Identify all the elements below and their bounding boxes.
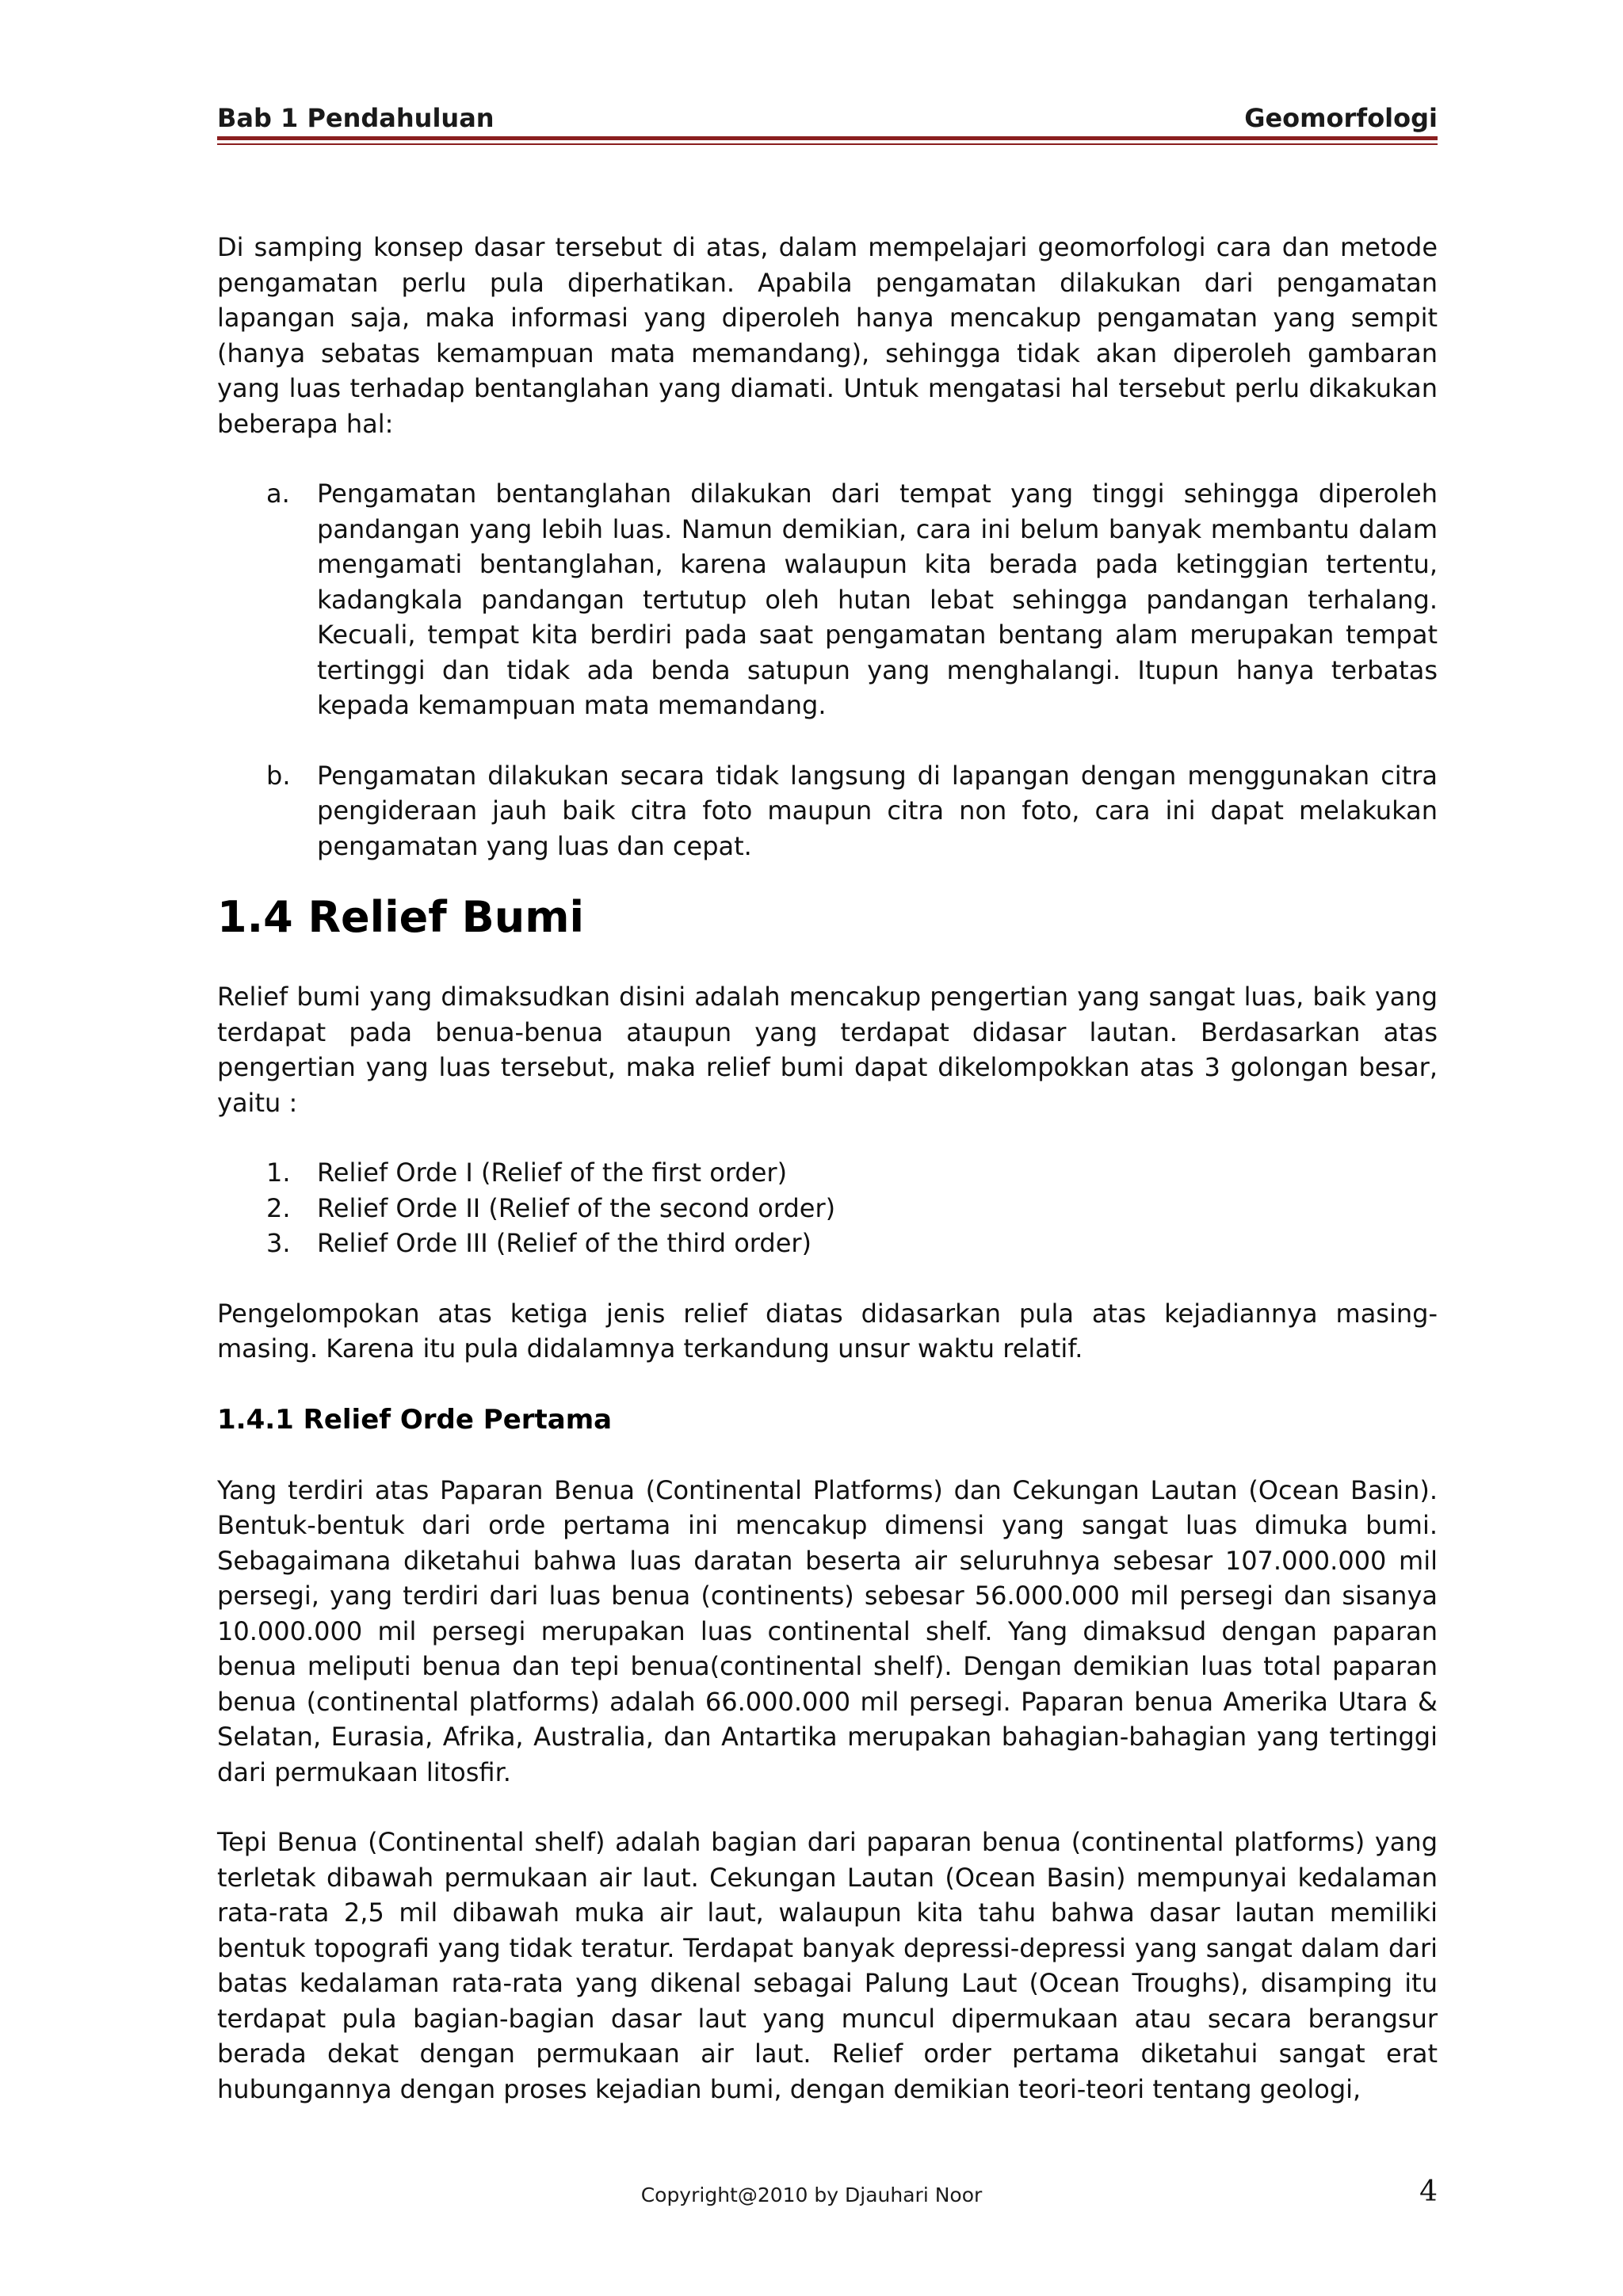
list-marker: 2. [266,1192,291,1223]
relief-bumi-paragraph: Relief bumi yang dimaksudkan disini adalah mencakup pengertian yang sangat luas, baik yang terdapat pada benua-benua ataupun yang terdapat didasar lautan. Berdasarkan atas pengertian yang luas tersebut, maka relief bumi dapat dikelompokkan atas 3 golongan besar, yaitu : [217,982,1438,1118]
section-heading-relief-bumi: 1.4 Relief Bumi [217,892,584,942]
subsection-heading-relief-orde-pertama: 1.4.1 Relief Orde Pertama [217,1403,613,1436]
first-order-paragraph: Yang terdiri atas Paparan Benua (Continental Platforms) dan Cekungan Lautan (Ocean Basin). Bentuk-bentuk dari orde pertama ini mencakup dimensi yang sangat luas dimuka bumi. Sebagaimana diketahui bahwa luas daratan beserta air seluruhnya sebesar 107.000.000 mil persegi, yang terdiri dari luas benua (continents) sebesar 56.000.000 mil persegi dan sisanya 10.000.000 mil persegi merupakan luas continental shelf. Yang dimaksud dengan paparan benua meliputi benua dan tepi benua(continental shelf). Dengan demikian luas total paparan benua (continental platforms) adalah 66.000.000 mil persegi. Paparan benua Amerika Utara & Selatan, Eurasia, Afrika, Australia, dan Antartika merupakan bahagian-bahagian yang tertinggi dari permukaan litosfir. [217,1474,1438,1787]
list-marker: b. [266,760,291,791]
page-number: 4 [1419,2176,1438,2208]
list-item-text: Relief Orde II (Relief of the second order) [317,1192,836,1223]
header-rule [217,136,1438,140]
list-item-text: Pengamatan dilakukan secara tidak langsung di lapangan dengan menggunakan citra pengideraan jauh baik citra foto maupun citra non foto, cara ini dapat melakukan pengamatan yang luas dan cepat. [317,760,1438,861]
list-item-text: Relief Orde III (Relief of the third order) [317,1228,812,1258]
intro-paragraph: Di samping konsep dasar tersebut di atas, dalam mempelajari geomorfologi cara dan metode pengamatan perlu pula diperhatikan. Apabila pengamatan dilakukan dari pengamatan lapangan saja, maka informasi yang diperoleh hanya mencakup pengamatan yang sempit (hanya sebatas kemampuan mata memandang), sehingga tidak akan diperoleh gambaran yang luas terhadap bentanglahan yang diamati. Untuk mengatasi hal tersebut perlu dikakukan beberapa hal: [217,232,1438,439]
continental-shelf-paragraph: Tepi Benua (Continental shelf) adalah bagian dari paparan benua (continental platforms) yang terletak dibawah permukaan air laut. Cekungan Lautan (Ocean Basin) mempunyai kedalaman rata-rata 2,5 mil dibawah muka air laut, walaupun kita tahu bahwa dasar lautan memiliki bentuk topografi yang tidak teratur. Terdapat banyak depressi-depressi yang sangat dalam dari batas kedalaman rata-rata yang dikenal sebagai Palung Laut (Ocean Troughs), disamping itu terdapat pula bagian-bagian dasar laut yang muncul dipermukaan atau secara berangsur berada dekat dengan permukaan air laut. Relief order pertama diketahui sangat erat hubungannya dengan proses kejadian bumi, dengan demikian teori-teori tentang geologi, [217,1827,1438,2104]
list-item-text: Pengamatan bentanglahan dilakukan dari tempat yang tinggi sehingga diperoleh pandangan yang lebih luas. Namun demikian, cara ini belum banyak membantu dalam mengamati bentanglahan, karena walaupun kita berada pada ketinggian tertentu, kadangkala pandangan tertutup oleh hutan lebat sehingga pandangan terhalang. Kecuali, tempat kita berdiri pada saat pengamatan bentang alam merupakan tempat tertinggi dan tidak ada benda satupun yang menghalangi. Itupun hanya terbatas kepada kemampuan mata memandang. [317,479,1438,720]
list-item [217,758,1438,864]
relief-orders-list [217,1155,1438,1261]
grouping-paragraph: Pengelompokan atas ketiga jenis relief diatas didasarkan pula atas kejadiannya masing-masing. Karena itu pula didalamnya terkandung unsur waktu relatif. [217,1298,1438,1363]
list-item [217,476,1438,723]
header-book-title: Geomorfologi [1244,103,1438,133]
observation-methods-list [217,476,1438,864]
page-body [217,230,1438,2107]
list-item [217,1155,1438,1191]
list-item-text: Relief Orde I (Relief of the first order) [317,1158,788,1188]
list-marker: a. [266,479,290,509]
header-rule-thin [217,143,1438,145]
list-marker: 3. [266,1228,291,1258]
page-header [217,98,1438,133]
list-item [217,1226,1438,1261]
header-chapter-title: Bab 1 Pendahuluan [217,103,495,133]
list-marker: 1. [266,1158,291,1188]
list-item [217,1191,1438,1226]
footer-copyright: Copyright@2010 by Djauhari Noor [640,2183,983,2206]
